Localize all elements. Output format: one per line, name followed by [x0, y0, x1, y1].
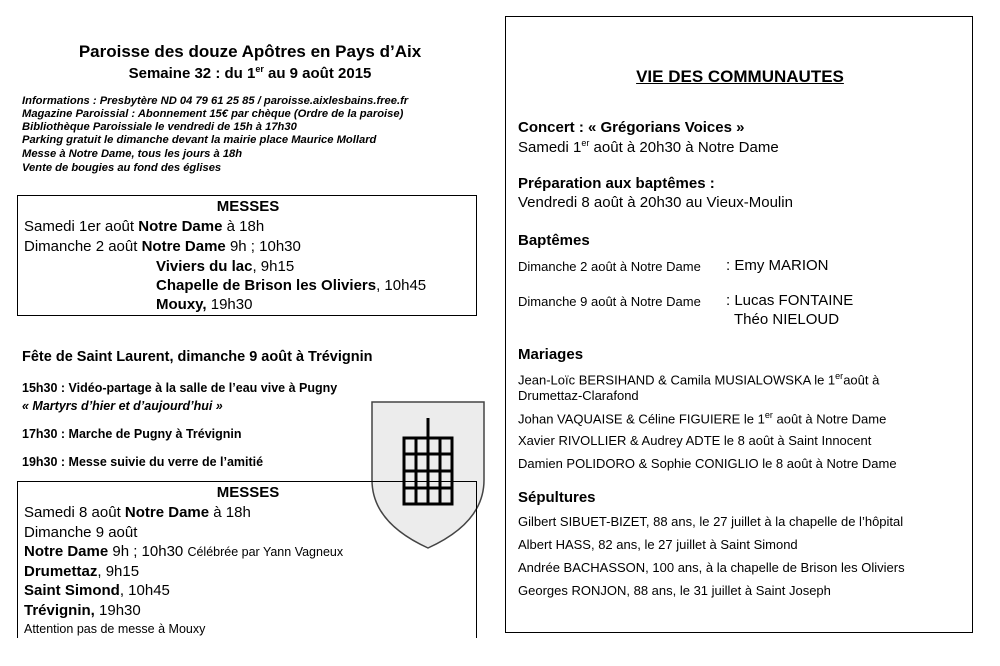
messes-title: MESSES — [216, 198, 280, 215]
fete-item-subtitle: « Martyrs d’hier et d’aujourd’hui » — [22, 399, 223, 413]
mass-line: Samedi 1er août Notre Dame à 18h — [24, 218, 265, 235]
sepulture-line: Gilbert SIBUET-BIZET, 88 ans, le 27 juillet à la chapelle de l’hôpital — [518, 514, 904, 529]
week-heading: Semaine 32 : du 1er au 9 août 2015 — [128, 64, 372, 82]
concert-line: Samedi 1er août à 20h30 à Notre Dame — [518, 138, 779, 156]
sepulture-line: Albert HASS, 82 ans, le 27 juillet à Saint Simond — [518, 537, 798, 552]
mass-line: Dimanche 2 août Notre Dame 9h ; 10h30 — [24, 238, 301, 255]
mass-line: Trévignin, 19h30 — [24, 602, 141, 619]
concert-title: Concert : « Grégorians Voices » — [518, 119, 745, 136]
preparation-line: Vendredi 8 août à 20h30 au Vieux-Moulin — [518, 194, 793, 211]
mariage-line: Drumettaz-Clarafond — [518, 388, 639, 403]
preparation-title: Préparation aux baptêmes : — [518, 175, 715, 192]
bapteme-date: Dimanche 9 août à Notre Dame — [518, 294, 701, 309]
mariage-line: Johan VAQUAISE & Céline FIGUIERE le 1er août à Notre Dame — [518, 410, 887, 427]
info-line: Vente de bougies au fond des églises — [22, 162, 222, 174]
parish-title: Paroisse des douze Apôtres en Pays d’Aix — [78, 42, 422, 61]
sepultures-title: Sépultures — [518, 489, 596, 506]
fete-item: 15h30 : Vidéo-partage à la salle de l’eau vive à Pugny — [22, 381, 338, 395]
info-line: Messe à Notre Dame, tous les jours à 18h — [22, 148, 243, 160]
bapteme-date: Dimanche 2 août à Notre Dame — [518, 259, 701, 274]
mass-line: Samedi 8 août Notre Dame à 18h — [24, 504, 251, 521]
mariage-line: Jean-Loïc BERSIHAND & Camila MUSIALOWSKA le 1eraoût à — [518, 371, 880, 388]
baptemes-title: Baptêmes — [518, 232, 590, 249]
fete-item: 19h30 : Messe suivie du verre de l’amitié — [22, 455, 264, 469]
messes-box-week2 — [17, 481, 477, 638]
fete-item: 17h30 : Marche de Pugny à Trévignin — [22, 427, 242, 441]
info-line: Magazine Paroissial : Abonnement 15€ par chèque (Ordre de la paroise) — [22, 108, 404, 120]
communautes-box — [505, 16, 973, 633]
fete-title: Fête de Saint Laurent, dimanche 9 août à Trévignin — [22, 349, 373, 365]
mass-line: Drumettaz, 9h15 — [24, 563, 140, 580]
mass-line: Viviers du lac, 9h15 — [156, 258, 295, 275]
sepulture-line: Georges RONJON, 88 ans, le 31 juillet à Saint Joseph — [518, 583, 831, 598]
mass-note: Attention pas de messe à Mouxy — [24, 622, 206, 636]
bapteme-names: Théo NIELOUD — [734, 311, 840, 328]
messes-title: MESSES — [216, 484, 280, 501]
info-line: Informations : Presbytère ND 04 79 61 25 85 / paroisse.aixlesbains.free.fr — [22, 95, 409, 107]
bapteme-names: : Emy MARION — [726, 257, 829, 274]
mass-line: Chapelle de Brison les Oliviers, 10h45 — [156, 277, 427, 294]
mass-line: Dimanche 9 août — [24, 524, 138, 541]
mass-line: Notre Dame 9h ; 10h30 Célébrée par Yann Vagneux — [24, 543, 344, 560]
mariage-line: Xavier RIVOLLIER & Audrey ADTE le 8 août à Saint Innocent — [518, 433, 872, 448]
sepulture-line: Andrée BACHASSON, 100 ans, à la chapelle de Brison les Oliviers — [518, 560, 905, 575]
bapteme-names: : Lucas FONTAINE — [726, 292, 854, 309]
communautes-title: VIE DES COMMUNAUTES — [636, 67, 844, 86]
mariages-title: Mariages — [518, 346, 584, 363]
mariage-line: Damien POLIDORO & Sophie CONIGLIO le 8 août à Notre Dame — [518, 456, 897, 471]
info-line: Bibliothèque Paroissiale le vendredi de 15h à 17h30 — [22, 121, 297, 133]
mass-line: Saint Simond, 10h45 — [24, 582, 170, 599]
messes-box-week1 — [17, 195, 477, 316]
info-line: Parking gratuit le dimanche devant la mairie place Maurice Mollard — [22, 134, 377, 146]
mass-line: Mouxy, 19h30 — [156, 296, 253, 313]
